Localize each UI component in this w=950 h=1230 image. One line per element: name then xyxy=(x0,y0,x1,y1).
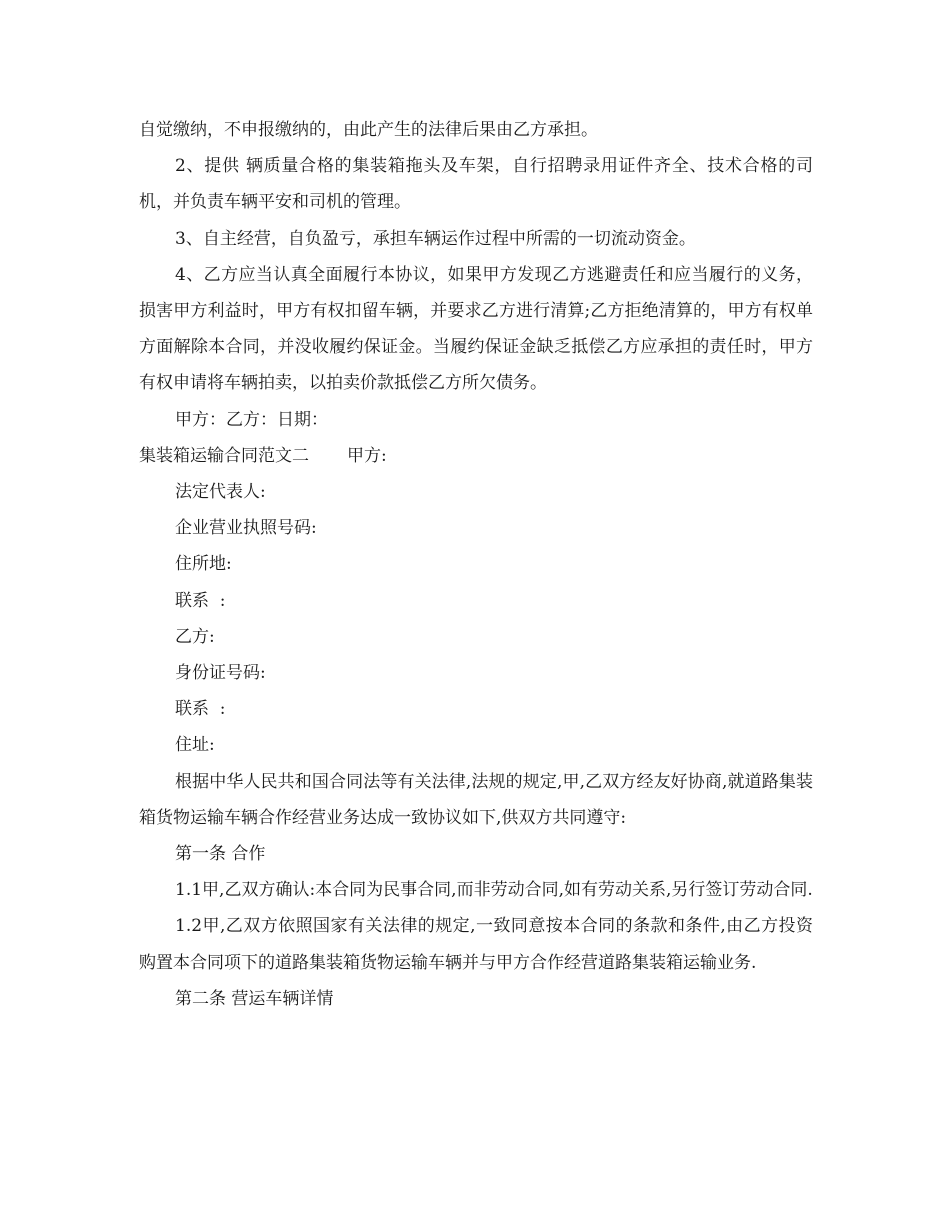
paragraph-article-1-2: 1.2甲,乙双方依照国家有关法律的规定,一致同意按本合同的条款和条件,由乙方投资购置本合同项下的道路集装箱货物运输车辆并与甲方合作经营道路集装箱运输业务. xyxy=(139,916,813,973)
document-body xyxy=(139,112,813,1017)
field-contact-party-b: 联系 : xyxy=(175,699,226,720)
field-business-license-number: 企业营业执照号码: xyxy=(175,518,317,539)
paragraph-preamble: 根据中华人民共和国合同法等有关法律,法规的规定,甲,乙双方经友好协商,就道路集装箱货物运输车辆合作经营业务达成一致协议如下,供双方共同遵守: xyxy=(139,771,813,828)
article-1-heading: 第一条 合作 xyxy=(175,844,266,865)
paragraph-article-1-1: 1.1甲,乙双方确认:本合同为民事合同,而非劳动合同,如有劳动关系,另行签订劳动合同. xyxy=(175,880,813,901)
field-id-number: 身份证号码: xyxy=(175,663,266,684)
field-party-b: 乙方: xyxy=(175,626,215,647)
signature-line: 甲方：乙方：日期： xyxy=(175,409,328,430)
field-domicile: 住所地: xyxy=(175,554,232,575)
field-legal-representative: 法定代表人: xyxy=(175,482,266,503)
field-contact-party-a: 联系 : xyxy=(175,590,226,611)
party-a-label: 甲方: xyxy=(347,445,387,466)
paragraph-clause-2-vehicles: 2、提供 辆质量合格的集装箱拖头及车架，自行招聘录用证件齐全、技术合格的司机，并负责车辆平安和司机的管理。 xyxy=(139,156,813,213)
paragraph-clause-3-operation: 3、自主经营，自负盈亏，承担车辆运作过程中所需的一切流动资金。 xyxy=(175,228,696,249)
contract-heading-line xyxy=(139,438,813,474)
field-address: 住址: xyxy=(175,735,215,756)
contract-title: 集装箱运输合同范文二 xyxy=(139,445,309,466)
paragraph-tax-payment: 自觉缴纳，不申报缴纳的，由此产生的法律后果由乙方承担。 xyxy=(139,120,598,140)
paragraph-clause-4-obligations: 4、乙方应当认真全面履行本协议，如果甲方发现乙方逃避责任和应当履行的义务，损害甲方利益时，甲方有权扣留车辆，并要求乙方进行清算;乙方拒绝清算的，甲方有权单方面解除本合同，并没收履约保证金。当履约保证金缺乏抵偿乙方应承担的责任时，甲方有权申请将车辆拍卖，以拍卖价款抵偿乙方所欠债务。 xyxy=(139,264,813,394)
article-2-heading: 第二条 营运车辆详情 xyxy=(175,988,334,1009)
